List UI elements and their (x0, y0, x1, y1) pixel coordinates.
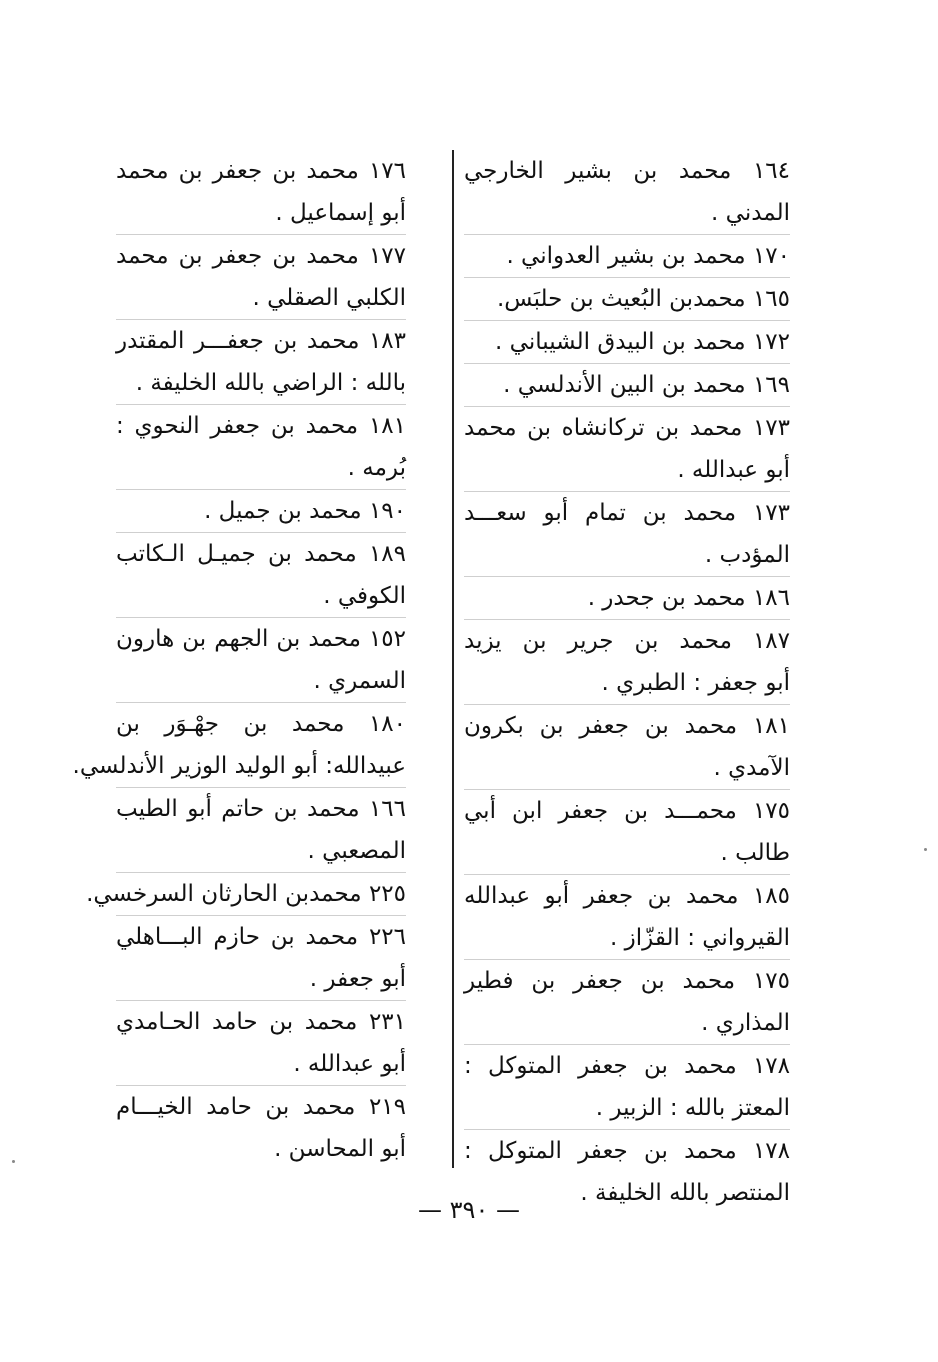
entry-continuation-line: المدني . (711, 200, 790, 226)
index-entry (116, 532, 406, 617)
index-entry (464, 789, 790, 874)
entry-continuation-line: المنتصر بالله الخليفة . (580, 1180, 790, 1206)
entry-continuation-line: أبو المحاسن . (274, 1136, 406, 1162)
index-entry (464, 491, 790, 576)
index-entry (464, 959, 790, 1044)
entry-heading-line: ١٧٨ محمد بن جعفر المتوكل : (464, 1053, 790, 1079)
entry-heading-line: ١٨٣ محمد بن جعفـــر المقتدر (116, 328, 406, 354)
index-entry (464, 277, 790, 320)
entry-continuation-line: عبيدالله: أبو الوليد الوزير الأندلسي. (72, 753, 406, 779)
entry-continuation-line: السمري . (313, 668, 406, 694)
entry-continuation-line: طالب . (720, 840, 790, 866)
entry-heading-line: ١٧٦ محمد بن جعفر بن محمد (116, 158, 406, 184)
entry-heading-line: ١٨١ محمد بن جعفر بن بكرون (464, 713, 790, 739)
index-entry (86, 872, 406, 915)
entry-heading-line: ١٨٩ محمد بن جميـل الـكاتب (116, 541, 406, 567)
index-entry (116, 150, 406, 234)
column-divider (452, 150, 454, 1168)
entry-heading-line: ١٧٥ محمـــد بن جعفر ابن أبي (464, 798, 790, 824)
right-column (464, 150, 790, 1214)
index-entry (464, 363, 790, 406)
index-entry (464, 576, 790, 619)
entry-heading-line: ١٧٠ محمد بن بشير العدواني . (506, 243, 790, 269)
entry-heading-line: ١٧٣ محمد بن تمام أبو سعـــد (464, 500, 790, 526)
entry-continuation-line: الكوفي . (323, 583, 406, 609)
entry-continuation-line: المذاري . (701, 1010, 790, 1036)
index-entry (116, 1000, 406, 1085)
entry-heading-line: ١٨٠ محمد بن جهْـوَر بن (116, 711, 406, 737)
entry-heading-line: ١٦٥ محمدبن البُعيث بن حلبَس. (496, 286, 790, 312)
entry-heading-line: ١٧٣ محمد بن تركانشاه بن محمد (464, 415, 790, 441)
entry-heading-line: ١٧٢ محمد بن البيدق الشيباني . (495, 329, 790, 355)
entry-heading-line: ١٨٦ محمد بن جحدر . (587, 585, 790, 611)
entry-continuation-line: المؤدب . (704, 542, 790, 568)
index-entry (116, 617, 406, 702)
entry-continuation-line: المعتز بالله : الزبير . (595, 1095, 790, 1121)
index-entry (464, 704, 790, 789)
entry-heading-line: ١٦٦ محمد بن حاتم أبو الطيب (116, 796, 406, 822)
scan-speck (924, 848, 927, 851)
entry-continuation-line: أبو عبدالله . (677, 457, 790, 483)
entry-continuation-line: الكلبي الصقلي . (252, 285, 406, 311)
entry-heading-line: ١٦٩ محمد بن البين الأندلسي . (503, 372, 790, 398)
index-entry (116, 787, 406, 872)
entry-continuation-line: المصعبي . (307, 838, 406, 864)
entry-continuation-line: أبو جعفر . (309, 966, 406, 992)
entry-continuation-line: الآمدي . (713, 755, 790, 781)
entry-heading-line: ١٧٥ محمد بن جعفر بن فطير (464, 968, 790, 994)
entry-heading-line: ١٥٢ محمد بن الجهم بن هارون (116, 626, 406, 652)
index-entry (116, 234, 406, 319)
entry-heading-line: ٢٢٥ محمدبن الحارثان السرخسي. (86, 881, 406, 907)
scan-speck (12, 1160, 15, 1163)
page-number: — ٣٩٠ — (418, 1196, 520, 1224)
index-entry (464, 234, 790, 277)
entry-continuation-line: أبو عبدالله . (293, 1051, 406, 1077)
index-entry (72, 702, 406, 787)
entry-heading-line: ١٨١ محمد بن جعفر النحوي : (116, 413, 406, 439)
index-entry (116, 319, 406, 404)
index-entry (464, 406, 790, 491)
entry-continuation-line: أبو إسماعيل . (275, 200, 406, 226)
index-entry (116, 404, 406, 489)
entry-heading-line: ١٨٥ محمد بن جعفر أبو عبدالله (464, 883, 790, 909)
entry-heading-line: ٢٢٦ محمد بن حازم البـــاهلي (116, 924, 406, 950)
index-entry (464, 619, 790, 704)
entry-heading-line: ٢٣١ محمد بن حامد الحـامدي (116, 1009, 406, 1035)
entry-heading-line: ١٩٠ محمد بن جميل . (204, 498, 406, 524)
entry-heading-line: ١٧٨ محمد بن جعفر المتوكل : (464, 1138, 790, 1164)
index-entry (464, 1044, 790, 1129)
entry-continuation-line: بالله : الراضي بالله الخليفة . (135, 370, 406, 396)
entry-heading-line: ١٨٧ محمد بن جرير بن يزيد (464, 628, 790, 654)
index-entry (464, 150, 790, 234)
entry-heading-line: ٢١٩ محمد بن حامد الخيـــام (116, 1094, 406, 1120)
index-entry (464, 874, 790, 959)
index-entry (116, 1085, 406, 1170)
entry-continuation-line: القيرواني : القزّاز . (610, 925, 790, 951)
entry-continuation-line: أبو جعفر : الطبري . (601, 670, 790, 696)
index-entry (116, 489, 406, 532)
index-entry (464, 320, 790, 363)
entry-heading-line: ١٧٧ محمد بن جعفر بن محمد (116, 243, 406, 269)
entry-continuation-line: بُرمه . (347, 455, 406, 481)
index-entry (116, 915, 406, 1000)
left-column (72, 150, 406, 1170)
entry-heading-line: ١٦٤ محمد بن بشير الخارجي (464, 158, 790, 184)
